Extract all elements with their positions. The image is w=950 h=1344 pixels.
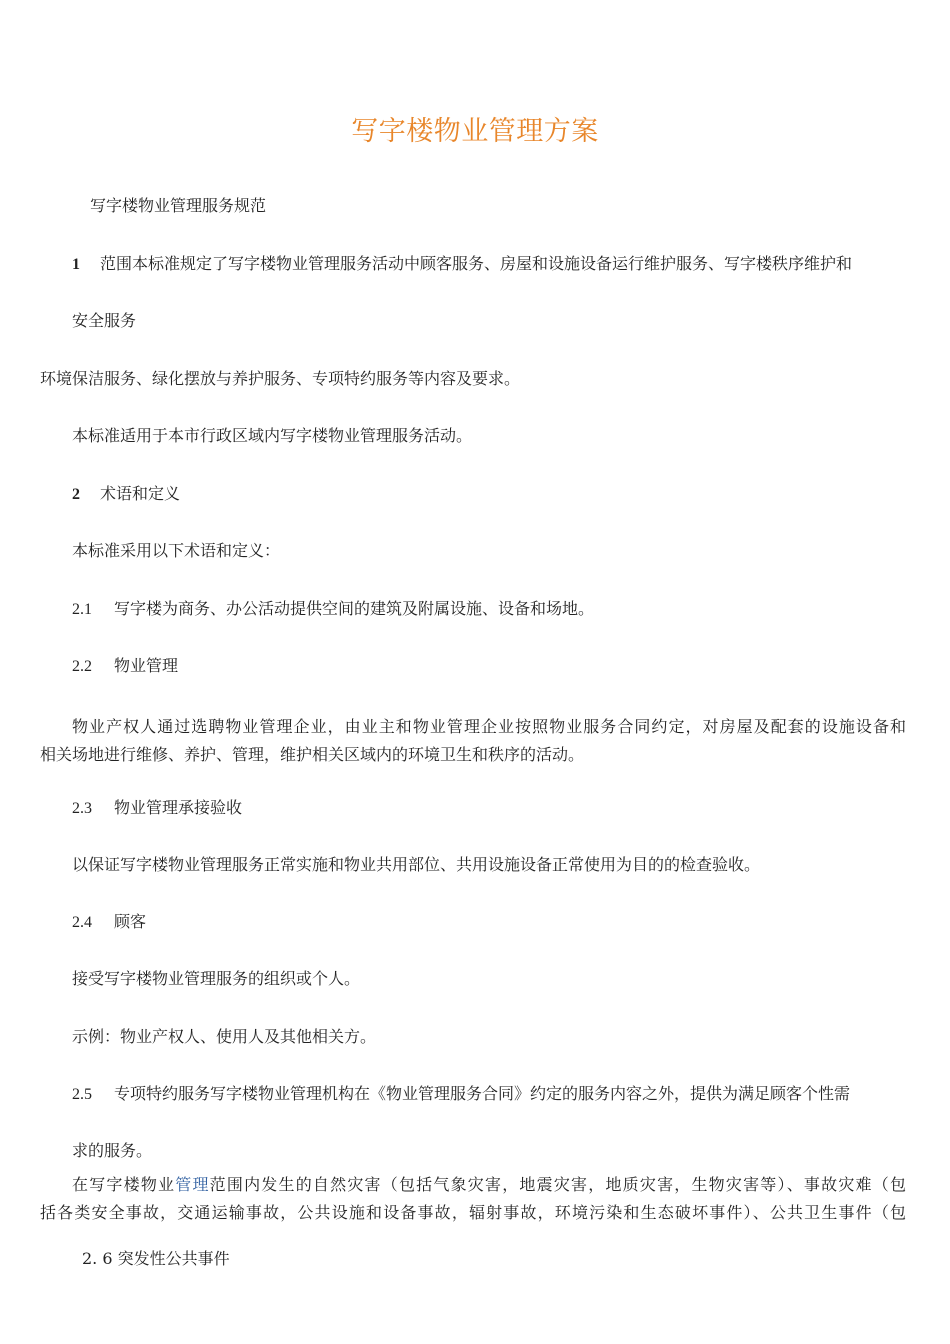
section-2-text: 术语和定义 xyxy=(100,484,181,503)
management-link[interactable]: 管理 xyxy=(175,1175,210,1194)
section-1-continuation: 安全服务 xyxy=(72,311,137,330)
definition-2-4-text: 顾客 xyxy=(114,912,147,931)
emergency-paragraph-line-2: 括各类安全事故，交通运输事故，公共设施和设备事故，辐射事故，环境污染和生态破坏事件）、公共卫生事件（包 xyxy=(40,1203,906,1222)
definition-2-3-text: 物业管理承接验收 xyxy=(114,798,243,817)
definition-2-4 xyxy=(72,912,146,933)
paragraph-text: 范围内发生的自然灾害（包括气象灾害，地震灾害，地质灾害，生物灾害等）、事故灾难（包 xyxy=(209,1175,906,1194)
definition-2-4-body: 接受写字楼物业管理服务的组织或个人。 xyxy=(72,969,361,988)
definition-2-2-body-line-2: 相关场地进行维修、养护、管理，维护相关区域内的环境卫生和秩序的活动。 xyxy=(40,745,585,764)
section-number: 1 xyxy=(72,256,80,273)
section-number: 2 xyxy=(72,486,80,503)
definition-2-3 xyxy=(72,798,242,819)
definition-2-1 xyxy=(72,599,594,620)
section-2 xyxy=(72,484,180,505)
document-subtitle: 写字楼物业管理服务规范 xyxy=(90,196,267,215)
definition-2-5-continuation: 求的服务。 xyxy=(72,1141,153,1160)
section-1-continuation-2: 环境保洁服务、绿化摆放与养护服务、专项特约服务等内容及要求。 xyxy=(40,369,521,388)
section-1-scope: 本标准适用于本市行政区域内写字楼物业管理服务活动。 xyxy=(72,426,473,445)
definition-2-1-text: 写字楼为商务、办公活动提供空间的建筑及附属设施、设备和场地。 xyxy=(114,599,595,618)
definition-2-2-text: 物业管理 xyxy=(114,656,179,675)
definition-number: 2.4 xyxy=(72,914,92,931)
definition-2-6-heading: 2. 6 突发性公共事件 xyxy=(82,1249,230,1268)
paragraph-text: 在写字楼物业 xyxy=(72,1175,176,1194)
definition-2-2-body-line-1: 物业产权人通过选聘物业管理企业，由业主和物业管理企业按照物业服务合同约定，对房屋及配套的设施设备和 xyxy=(72,717,906,736)
definition-2-5-text: 专项特约服务写字楼物业管理机构在《物业管理服务合同》约定的服务内容之外，提供为满足顾客个性需 xyxy=(114,1084,851,1103)
emergency-paragraph-line-1 xyxy=(72,1175,906,1195)
definition-number: 2.3 xyxy=(72,800,92,817)
section-1-text: 范围本标准规定了写字楼物业管理服务活动中顾客服务、房屋和设施设备运行维护服务、写字楼秩序维护和 xyxy=(100,254,853,273)
definition-2-3-body: 以保证写字楼物业管理服务正常实施和物业共用部位、共用设施设备正常使用为目的的检查验收。 xyxy=(72,855,761,874)
section-2-intro: 本标准采用以下术语和定义： xyxy=(72,541,281,560)
section-1 xyxy=(72,254,852,275)
definition-2-5 xyxy=(72,1084,850,1105)
document-title: 写字楼物业管理方案 xyxy=(351,116,599,147)
definition-2-2 xyxy=(72,656,178,677)
definition-number: 2.1 xyxy=(72,601,92,618)
definition-2-4-example: 示例：物业产权人、使用人及其他相关方。 xyxy=(72,1027,377,1046)
definition-number: 2.2 xyxy=(72,658,92,675)
definition-number: 2.5 xyxy=(72,1086,92,1103)
